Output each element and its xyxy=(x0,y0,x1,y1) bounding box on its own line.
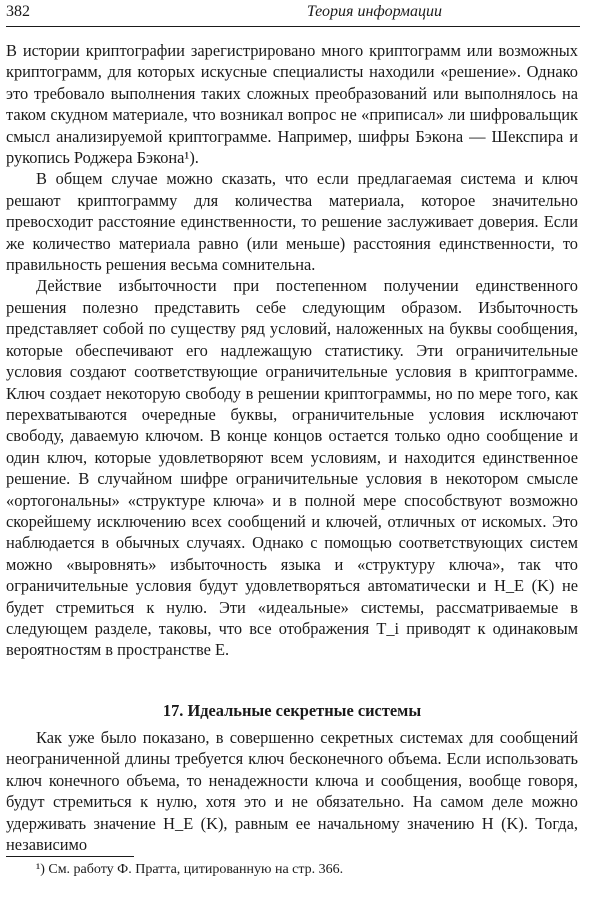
paragraph-1: В истории криптографии зарегистрировано много криптограмм или возможных криптограмм, для которых искусные специалисты находили «решение». Однако это требовало выполнения таких сложных преобразований или выполнялось на таком скудном материале, что возникал вопрос не «приписал» ли шифровальщик смысл анализируемой криптограмме. Например, шифры Бэкона — Шекспира и рукопись Роджера Бэкона¹). xyxy=(6,41,578,168)
running-title: Теория информации xyxy=(306,3,442,20)
paragraph-3: Действие избыточности при постепенном получении единственного решения полезно представить себе следующим образом. Избыточность представляет собой по существу ряд условий, наложенных на буквы сообщения, которые обеспечивают его надлежащую статистику. Эти ограничительные условия создают соответствующие ограничительные условия в криптограмме. Ключ создает некоторую свободу в решении криптограммы, но по мере того, как перехватываются очередные буквы, ограничительные условия исключают свободу, даваемую ключом. В конце концов остается только одно сообщение и один ключ, которые удовлетворяют всем условиям, и находится единственное решение. В случайном шифре ограничительные условия в некотором смысле «ортогональны» «структуре ключа» и в полной мере способствуют возможно скорейшему исключению всех сообщений и ключей, отличных от искомых. Это наблюдается в обычных случаях. Однако с помощью соответствующих систем можно «выровнять» избыточность языка и «структуру ключа», так что ограничительные условия будут удовлетворяться автоматически и H_E (K) не будет стремиться к нулю. Эти «идеальные» системы, рассматриваемые в следующем разделе, таковы, что все отображения T_i приводят к одинаковым вероятностям в пространстве E. xyxy=(6,276,578,660)
page-number: 382 xyxy=(6,3,30,20)
footnote: ¹) См. работу Ф. Пратта, цитированную на стр. 366. xyxy=(36,862,344,877)
section-paragraph: Как уже было показано, в совершенно секретных системах для сообщений неограниченной длины требуется ключ бесконечного объема. Если использовать ключ конечного объема, то ненадежности ключа и сообщения, вообще говоря, будут стремиться к нулю, хотя это и не обязательно. На самом деле можно удерживать значение H_E (K), равным ее начальному значению H (K). Тогда, независимо xyxy=(6,728,578,855)
page-header xyxy=(6,0,580,27)
section-heading: 17. Идеальные секретные системы xyxy=(162,701,422,720)
section-text xyxy=(6,727,578,855)
paragraph-2: В общем случае можно сказать, что если предлагаемая система и ключ решают криптограмму для количества материала, которое значительно превосходит расстояние единственности, то решение заслуживает доверия. Если же количество материала равно (или меньше) расстояния единственности, то правильность решения весьма сомнительна. xyxy=(6,169,578,275)
main-text xyxy=(6,40,578,661)
footnote-divider xyxy=(6,856,134,857)
